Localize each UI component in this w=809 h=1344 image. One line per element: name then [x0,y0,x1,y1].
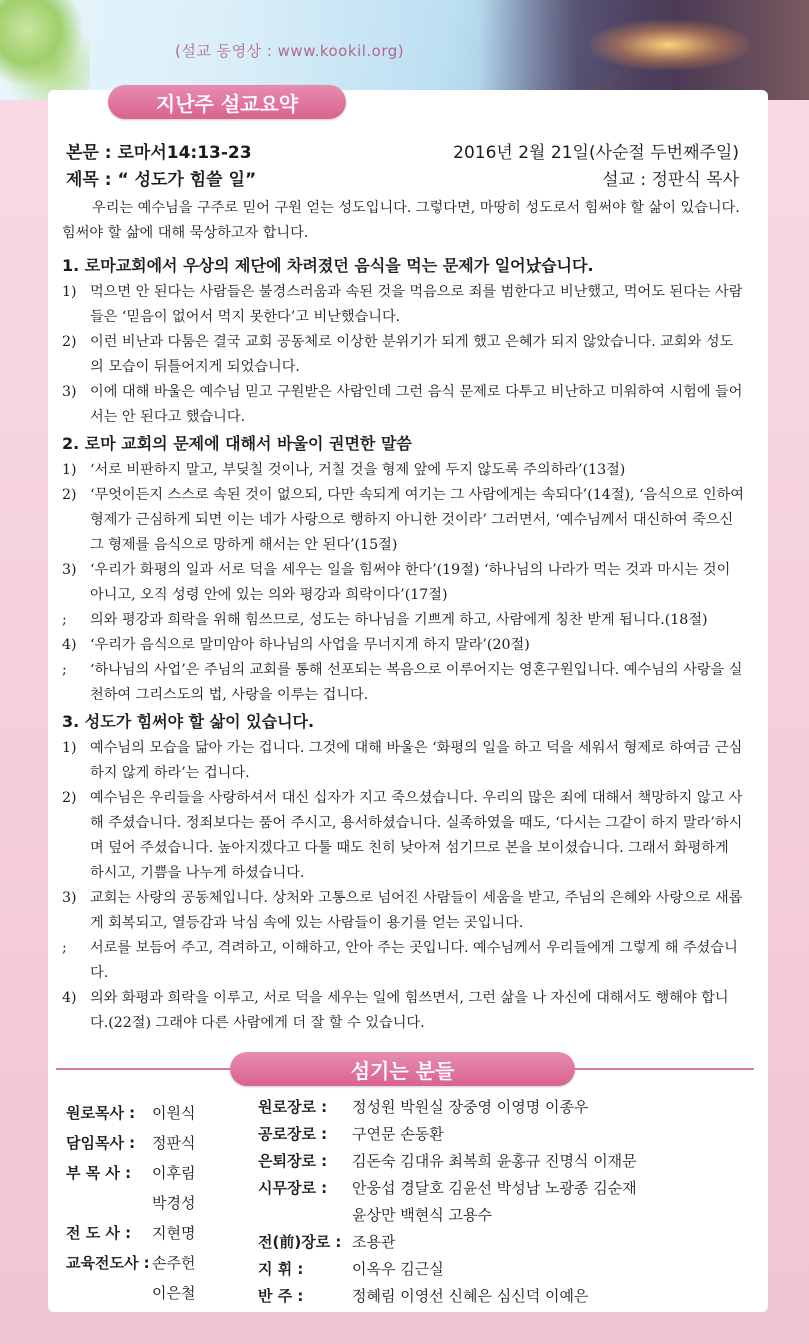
item-text: ‘우리가 음식으로 말미암아 하나님의 사업을 무너지게 하지 말라’(20절) [90,637,530,653]
preacher: 설교 : 정판식 목사 [602,170,739,190]
staff-names: 안웅섭 경달호 김윤선 박성남 노광종 김순재 [352,1179,637,1197]
list-item [62,280,744,330]
staff-role: 지 휘 : [258,1260,304,1278]
item-number: 2) [62,487,77,503]
staff-row [66,1248,195,1278]
list-item [62,458,744,483]
item-number: 3) [62,384,77,400]
staff-role: 원로목사 : [66,1104,136,1122]
item-number: 3) [62,562,77,578]
list-item [62,986,744,1036]
staff-row [258,1202,637,1229]
item-text: 교회는 사랑의 공동체입니다. 상처와 고통으로 넘어진 사람들이 세움을 받고, 주님의 은혜와 사랑으로 새롭게 회복되고, 열등감과 낙심 속에 있는 사람들이 용기를 얻는 곳입니다. [90,890,743,931]
staff-names: 이후림 [152,1164,196,1182]
list-item [62,380,744,430]
item-text: 먹으면 안 된다는 사람들은 불경스러움과 속된 것을 먹음으로 죄를 범한다고 비난했고, 먹어도 된다는 사람들은 ‘믿음이 없어서 먹지 못한다’고 비난했습니다. [90,284,743,325]
item-number: 1) [62,284,77,300]
item-number: 1) [62,462,77,478]
staff-names: 정판식 [152,1134,196,1152]
section-heading: 2. 로마 교회의 문제에 대해서 바울이 권면한 말씀 [62,434,412,453]
staff-role: 은퇴장로 : [258,1152,328,1170]
item-text: ‘하나님의 사업’은 주님의 교회를 통해 선포되는 복음으로 이루어지는 영혼구원입니다. 예수님의 사랑을 실천하여 그리스도의 법, 사랑을 이루는 겁니다. [90,662,743,703]
staff-names: 이옥우 김근실 [352,1260,444,1278]
staff-row [66,1158,195,1188]
list-item [62,483,744,558]
item-number: ; [62,662,67,678]
section-heading: 1. 로마교회에서 우상의 제단에 차려졌던 음식을 먹는 문제가 일어났습니다. [62,256,594,275]
staff-role: 시무장로 : [258,1179,328,1197]
list-item [62,558,744,608]
staff-row [66,1218,195,1248]
staff-role: 전 도 사 : [66,1224,132,1242]
item-number: 4) [62,637,77,653]
item-text: 이에 대해 바울은 예수님 믿고 구원받은 사람인데 그런 음식 문제로 다투고 비난하고 미워하여 시험에 들어서는 안 된다고 했습니다. [90,384,743,425]
item-number: 3) [62,890,77,906]
staff-role [66,1188,152,1218]
list-item [62,658,744,708]
staff-role: 담임목사 : [66,1134,136,1152]
sermon-date: 2016년 2월 21일(사순절 두번째주일) [453,143,739,163]
item-text: ‘무엇이든지 스스로 속된 것이 없으되, 다만 속되게 여기는 그 사람에게는 속되다’(14절), ‘음식으로 인하여 형제가 근심하게 되면 이는 네가 사랑으로 행하지 아니한 것이라’ 그러면서, ‘예수님께서 대신하여 죽으신 그 형제를 음식으로 망하게 해서는 안 된다’(15절) [90,487,744,553]
item-text: 예수님의 모습을 닮아 가는 겁니다. 그것에 대해 바울은 ‘화평의 일을 하고 덕을 세워서 형제로 하여금 근심하지 않게 하라’는 겁니다. [90,740,743,781]
item-text: ‘우리가 화평의 일과 서로 덕을 세우는 일을 힘써야 한다’(19절) ‘하나님의 나라가 먹는 것과 마시는 것이 아니고, 오직 성령 안에 있는 의와 평강과 희락이다’(17절) [90,562,731,603]
staff-row [258,1148,637,1175]
staff-names: 손주헌 [152,1254,196,1272]
intro-paragraph: 우리는 예수님을 구주로 믿어 구원 얻는 성도입니다. 그렇다면, 마땅히 성도로서 힘써야 할 삶이 있습니다. 힘써야 할 삶에 대해 묵상하고자 합니다. [62,200,740,241]
sermon-summary-title: 지난주 설교요약 [108,85,346,119]
section-heading: 3. 성도가 힘써야 할 삶이 있습니다. [62,712,315,731]
staff-names: 정혜림 이영선 신혜은 심신덕 이예은 [352,1287,589,1305]
item-number: 2) [62,790,77,806]
worship-photo [479,0,809,100]
item-number: ; [62,940,67,956]
staff-role: 전(前)장로 : [258,1233,342,1251]
sermon-sections [62,252,744,1036]
staff-row [258,1229,637,1256]
staff-role [66,1278,152,1308]
item-number: 1) [62,740,77,756]
staff-right-list [258,1094,637,1310]
staff-row [258,1256,637,1283]
staff-row [66,1278,195,1308]
item-text: 예수님은 우리들을 사랑하셔서 대신 십자가 지고 죽으셨습니다. 우리의 많은 죄에 대해서 책망하지 않고 사해 주셨습니다. 정죄보다는 품어 주시고, 용서하셨습니다. 실족하였을 때도, ‘다시는 그같이 하지 말라’하시며 덮어 주셨습니다. 높아지겠다고 다툴 때도 친히 낮아져 섬기므로 본을 보이셨습니다. 그래서 화평하게 하시고, 기쁨을 나누게 하셨습니다. [90,790,743,881]
staff-row [258,1283,637,1310]
staff-row [66,1098,195,1128]
staff-names: 박경성 [152,1194,196,1212]
leaves-decoration [0,0,90,100]
list-item [62,633,744,658]
sermon-body [62,196,744,1036]
item-text: ‘서로 비판하지 말고, 부딪칠 것이나, 거칠 것을 형제 앞에 두지 않도록 주의하라’(13절) [90,462,626,478]
item-number: ; [62,612,67,628]
list-item [62,936,744,986]
staff-names: 조용관 [352,1233,396,1251]
sermon-video-url[interactable]: (설교 동영상 : www.kookil.org) [175,42,405,60]
item-number: 2) [62,334,77,350]
staff-left-list [66,1098,195,1308]
list-item [62,330,744,380]
staff-role: 부 목 사 : [66,1164,132,1182]
servants-title: 섬기는 분들 [230,1052,575,1086]
staff-names: 윤상만 백현식 고용수 [352,1206,492,1224]
staff-role: 원로장로 : [258,1098,328,1116]
staff-row [258,1094,637,1121]
staff-names: 지현명 [152,1224,196,1242]
list-item [62,608,744,633]
item-text: 이런 비난과 다툼은 결국 교회 공동체로 이상한 분위기가 되게 했고 은혜가 되지 않았습니다. 교회와 성도의 모습이 뒤틀어지게 되었습니다. [90,334,734,375]
staff-role [258,1202,352,1229]
staff-names: 구연문 손동환 [352,1125,444,1143]
sermon-title: 제목 : “ 성도가 힘쓸 일” [66,170,257,190]
scripture-reference: 본문 : 로마서14:13-23 [66,143,252,163]
list-item [62,886,744,936]
staff-role: 교육전도사 : [66,1254,150,1272]
item-text: 의와 화평과 희락을 이루고, 서로 덕을 세우는 일에 힘쓰면서, 그런 삶을 나 자신에 대해서도 행해야 합니다.(22절) 그래야 다른 사람에게 더 잘 할 수 있습니다. [90,990,729,1031]
item-number: 4) [62,990,77,1006]
item-text: 의와 평강과 희락을 위해 힘쓰므로, 성도는 하나님을 기쁘게 하고, 사람에게 칭찬 받게 됩니다.(18절) [90,612,708,628]
staff-role: 반 주 : [258,1287,304,1305]
staff-role: 공로장로 : [258,1125,328,1143]
item-text: 서로를 보듬어 주고, 격려하고, 이해하고, 안아 주는 곳입니다. 예수님께서 우리들에게 그렇게 해 주셨습니다. [90,940,738,981]
staff-names: 이원식 [152,1104,196,1122]
list-item [62,786,744,886]
list-item [62,736,744,786]
staff-names: 이은철 [152,1284,196,1302]
staff-row [258,1121,637,1148]
staff-names: 김돈숙 김대유 최복희 윤홍규 진명식 이재문 [352,1152,637,1170]
staff-row [66,1188,195,1218]
staff-names: 정성원 박원실 장중영 이영명 이종우 [352,1098,589,1116]
staff-row [258,1175,637,1202]
staff-row [66,1128,195,1158]
